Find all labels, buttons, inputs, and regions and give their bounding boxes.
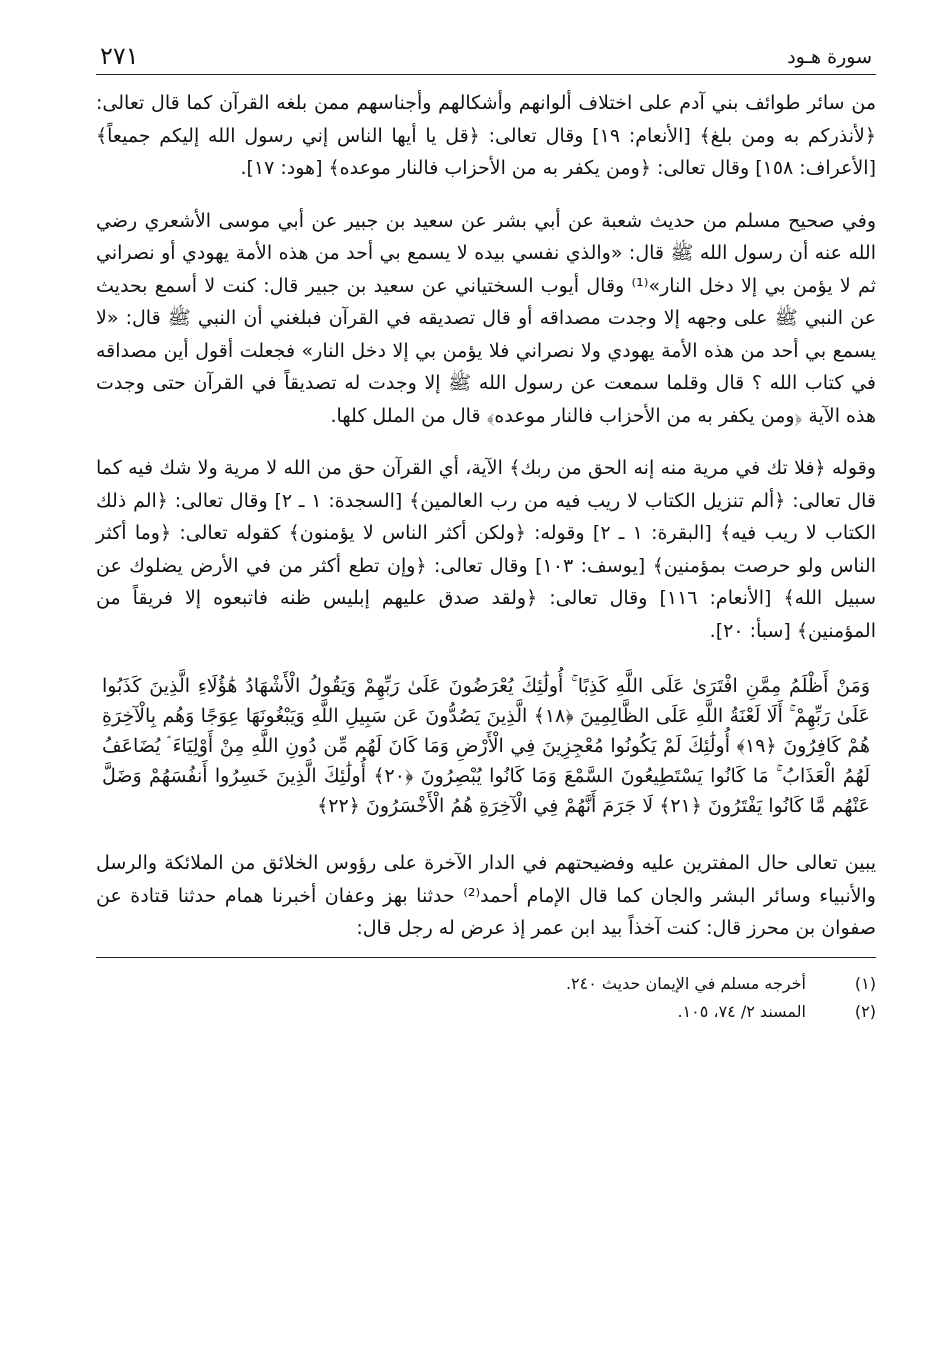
footnote-2-text: المسند ٢/ ٧٤، ١٠٥. (677, 1001, 806, 1021)
book-page (96, 40, 876, 1026)
paragraph-2: وفي صحيح مسلم من حديث شعبة عن أبي بشر عن سعيد بن جبير عن أبي موسى الأشعري رضي الله عنه أن رسول الله ﷺ قال: «والذي نفسي بيده لا يسمع بي أحد من هذه الأمة يهودي أو نصراني ثم لا يؤمن بي إلا دخل النار»⁽¹⁾ وقال أيوب السختياني عن سعيد بن جبير قال: كنت لا أسمع بحديث عن النبي ﷺ على وجهه إلا وجدت مصداقه أو قال تصديقه في القرآن فبلغني أن النبي ﷺ قال: «لا يسمع بي أحد من هذه الأمة يهودي ولا نصراني فلا يؤمن بي إلا دخل النار» فجعلت أقول أين مصداقه في كتاب الله ؟ قال وقلما سمعت عن رسول الله ﷺ إلا وجدت له تصديقاً في القرآن حتى وجدت هذه الآية ﴿ومن يكفر به من الأحزاب فالنار موعده﴾ قال من الملل كلها. (96, 209, 876, 427)
paragraph-1: من سائر طوائف بني آدم على اختلاف ألوانهم وأشكالهم وأجناسهم ممن بلغه القرآن كما قال تعالى: ﴿لأنذركم به ومن بلغ﴾ [الأنعام: ١٩] وقال تعالى: ﴿قل يا أيها الناس إني رسول الله إليكم جميعاً﴾ [الأعراف: ١٥٨] وقال تعالى: ﴿ومن يكفر به من الأحزاب فالنار موعده﴾ [هود: ١٧]. (96, 92, 877, 179)
footnotes (96, 970, 876, 1026)
paragraph-3: وقوله ﴿فلا تك في مرية منه إنه الحق من ربك﴾ الآية، أي القرآن حق من الله لا مرية ولا شك فيه كما قال تعالى: ﴿ألم تنزيل الكتاب لا ريب فيه من رب العالمين﴾ [السجدة: ١ ـ ٢] وقال تعالى: ﴿الم ذلك الكتاب لا ريب فيه﴾ [البقرة: ١ ـ ٢] وقوله: ﴿ولكن أكثر الناس لا يؤمنون﴾ كقوله تعالى: ﴿وما أكثر الناس ولو حرصت بمؤمنين﴾ [يوسف: ١٠٣] وقال تعالى: ﴿وإن تطع أكثر من في الأرض يضلوك عن سبيل الله﴾ [الأنعام: ١١٦] وقال تعالى: ﴿ولقد صدق عليهم إبليس ظنه فاتبعوه إلا فريقاً من المؤمنين﴾ [سبأ: ٢٠]. (96, 457, 876, 642)
page-header (96, 40, 876, 75)
footnote-2-number: (٢) (854, 1001, 876, 1021)
quran-verses-block: وَمَنْ أَظْلَمُ مِمَّنِ افْتَرَىٰ عَلَى اللَّهِ كَذِبًا ۚ أُولَٰئِكَ يُعْرَضُونَ عَلَىٰ رَبِّهِمْ وَيَقُولُ الْأَشْهَادُ هَٰؤُلَاءِ الَّذِينَ كَذَبُوا عَلَىٰ رَبِّهِمْ ۚ أَلَا لَعْنَةُ اللَّهِ عَلَى الظَّالِمِينَ ﴿١٨﴾ الَّذِينَ يَصُدُّونَ عَن سَبِيلِ اللَّهِ وَيَبْغُونَهَا عِوَجًا وَهُم بِالْآخِرَةِ هُمْ كَافِرُونَ ﴿١٩﴾ أُولَٰئِكَ لَمْ يَكُونُوا مُعْجِزِينَ فِي الْأَرْضِ وَمَا كَانَ لَهُم مِّن دُونِ اللَّهِ مِنْ أَوْلِيَاءَ ۘ يُضَاعَفُ لَهُمُ الْعَذَابُ ۚ مَا كَانُوا يَسْتَطِيعُونَ السَّمْعَ وَمَا كَانُوا يُبْصِرُونَ ﴿٢٠﴾ أُولَٰئِكَ الَّذِينَ خَسِرُوا أَنفُسَهُمْ وَضَلَّ عَنْهُم مَّا كَانُوا يَفْتَرُونَ ﴿٢١﴾ لَا جَرَمَ أَنَّهُمْ فِي الْآخِرَةِ هُمُ الْأَخْسَرُونَ ﴿٢٢﴾ (102, 675, 871, 817)
page-number: ٢٧١ (100, 42, 139, 70)
footnote-1 (96, 970, 876, 998)
sura-title: سورة هـود (787, 46, 872, 68)
footnote-1-text: أخرجه مسلم في الإيمان حديث ٢٤٠. (565, 973, 806, 993)
footnote-separator (96, 957, 876, 958)
footnote-1-number: (١) (854, 973, 876, 993)
footnote-2 (96, 998, 876, 1026)
closing-paragraph: يبين تعالى حال المفترين عليه وفضيحتهم في الدار الآخرة على رؤوس الخلائق من الملائكة والرسل والأنبياء وسائر البشر والجان كما قال الإمام أحمد⁽²⁾ حدثنا بهز وعفان أخبرنا همام حدثنا قتادة عن صفوان بن محرز قال: كنت آخذاً بيد ابن عمر إذ عرض له رجل قال: (96, 852, 876, 939)
